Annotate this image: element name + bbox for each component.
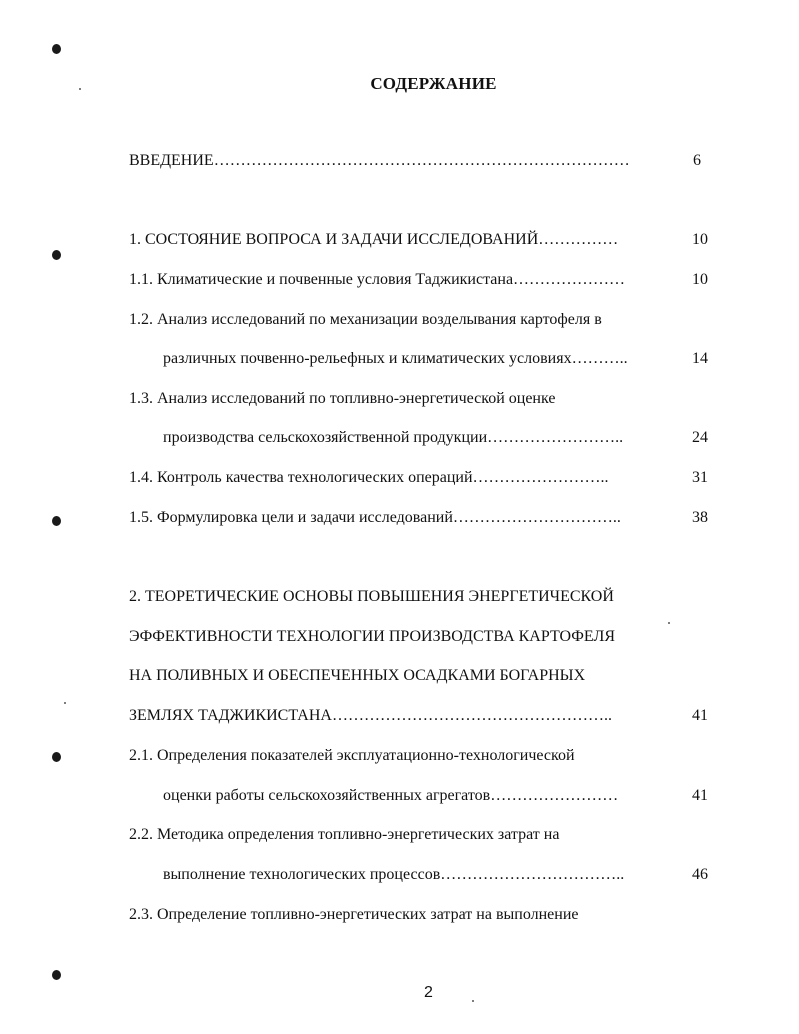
toc-entry-text: 1.3. Анализ исследований по топливно-энергетической оценке — [129, 390, 556, 407]
toc-entry-text: 1.1. Климатические и почвенные условия Таджикистана………………… — [129, 271, 626, 288]
toc-entry-text: выполнение технологических процессов…………………………….. — [163, 866, 625, 883]
page-number: 2 — [424, 984, 433, 1001]
toc-entry-page: 38 — [692, 509, 708, 526]
toc-entry-text: НА ПОЛИВНЫХ И ОБЕСПЕЧЕННЫХ ОСАДКАМИ БОГАРНЫХ — [129, 667, 586, 684]
toc-entry-page: 41 — [692, 707, 708, 724]
toc-entry-text: 2.2. Методика определения топливно-энергетических затрат на — [129, 826, 560, 843]
toc-entry-text: ЭФФЕКТИВНОСТИ ТЕХНОЛОГИИ ПРОИЗВОДСТВА КАРТОФЕЛЯ — [129, 628, 615, 645]
toc-entry-text: 2.1. Определения показателей эксплуатационно-технологической — [129, 747, 575, 764]
page-title: СОДЕРЖАНИЕ — [370, 74, 497, 93]
toc-entry-page: 41 — [692, 787, 708, 804]
toc-entry-text: ЗЕМЛЯХ ТАДЖИКИСТАНА…………………………………………….. — [129, 707, 612, 724]
toc-entry-page: 31 — [692, 469, 708, 486]
toc-entry-text: 2.3. Определение топливно-энергетических затрат на выполнение — [129, 906, 579, 923]
scan-speck — [668, 622, 670, 624]
toc-entry-text: оценки работы сельскохозяйственных агрегатов…………………… — [163, 787, 619, 804]
toc-entry-page: 6 — [693, 152, 701, 169]
punch-hole-mark — [52, 44, 61, 54]
toc-entry-page: 10 — [692, 271, 708, 288]
punch-hole-mark — [52, 250, 61, 260]
scan-speck — [64, 702, 66, 704]
toc-entry-page: 24 — [692, 429, 708, 446]
punch-hole-mark — [52, 516, 61, 526]
toc-entry-text: ВВЕДЕНИЕ…………………………………………………………………… — [129, 152, 630, 169]
toc-entry-page: 14 — [692, 350, 708, 367]
toc-entry-page: 46 — [692, 866, 708, 883]
scan-speck — [472, 1000, 474, 1002]
toc-entry-page: 10 — [692, 231, 708, 248]
toc-entry-text: 1. СОСТОЯНИЕ ВОПРОСА И ЗАДАЧИ ИССЛЕДОВАНИЙ…………… — [129, 231, 619, 248]
punch-hole-mark — [52, 970, 61, 980]
toc-entry-text: 1.2. Анализ исследований по механизации возделывания картофеля в — [129, 311, 602, 328]
toc-entry-text: производства сельскохозяйственной продукции…………………….. — [163, 429, 624, 446]
punch-hole-mark — [52, 752, 61, 762]
toc-entry-text: 1.4. Контроль качества технологических операций…………………….. — [129, 469, 609, 486]
toc-entry-text: различных почвенно-рельефных и климатических условиях……….. — [163, 350, 628, 367]
toc-entry-text: 2. ТЕОРЕТИЧЕСКИЕ ОСНОВЫ ПОВЫШЕНИЯ ЭНЕРГЕТИЧЕСКОЙ — [129, 588, 614, 605]
toc-entry-text: 1.5. Формулировка цели и задачи исследований………………………….. — [129, 509, 621, 526]
